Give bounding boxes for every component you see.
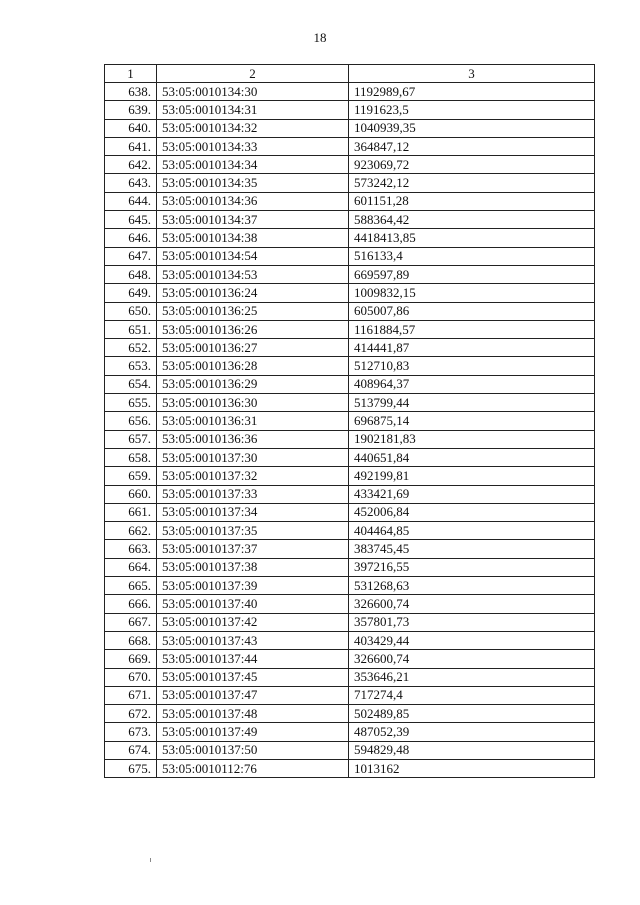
cadastral-number-cell: 53:05:0010136:36 xyxy=(157,430,349,448)
table-row xyxy=(105,119,595,137)
cadastral-number-cell: 53:05:0010136:27 xyxy=(157,339,349,357)
table-row xyxy=(105,540,595,558)
table-row xyxy=(105,394,595,412)
value-cell: 1191623,5 xyxy=(349,101,595,119)
row-index-cell: 649. xyxy=(105,284,157,302)
row-index-cell: 655. xyxy=(105,394,157,412)
row-index-cell: 666. xyxy=(105,595,157,613)
row-index-cell: 665. xyxy=(105,577,157,595)
table-row xyxy=(105,412,595,430)
row-index-cell: 653. xyxy=(105,357,157,375)
value-cell: 1161884,57 xyxy=(349,320,595,338)
table-row xyxy=(105,741,595,759)
row-index-cell: 662. xyxy=(105,522,157,540)
row-index-cell: 670. xyxy=(105,668,157,686)
cadastral-number-cell: 53:05:0010137:40 xyxy=(157,595,349,613)
row-index-cell: 638. xyxy=(105,83,157,101)
table-row xyxy=(105,686,595,704)
row-index-cell: 644. xyxy=(105,192,157,210)
cadastral-number-cell: 53:05:0010137:48 xyxy=(157,705,349,723)
value-cell: 414441,87 xyxy=(349,339,595,357)
row-index-cell: 660. xyxy=(105,485,157,503)
cadastral-number-cell: 53:05:0010112:76 xyxy=(157,759,349,777)
value-cell: 4418413,85 xyxy=(349,229,595,247)
column-header-value: 3 xyxy=(349,65,595,83)
cadastral-number-cell: 53:05:0010137:50 xyxy=(157,741,349,759)
value-cell: 433421,69 xyxy=(349,485,595,503)
cadastral-number-cell: 53:05:0010136:24 xyxy=(157,284,349,302)
value-cell: 923069,72 xyxy=(349,156,595,174)
cadastral-number-cell: 53:05:0010136:25 xyxy=(157,302,349,320)
cadastral-number-cell: 53:05:0010136:28 xyxy=(157,357,349,375)
value-cell: 404464,85 xyxy=(349,522,595,540)
row-index-cell: 640. xyxy=(105,119,157,137)
value-cell: 1902181,83 xyxy=(349,430,595,448)
table-row xyxy=(105,192,595,210)
value-cell: 364847,12 xyxy=(349,137,595,155)
row-index-cell: 663. xyxy=(105,540,157,558)
table-header-row xyxy=(105,65,595,83)
cadastral-number-cell: 53:05:0010137:32 xyxy=(157,467,349,485)
row-index-cell: 675. xyxy=(105,759,157,777)
table-row xyxy=(105,558,595,576)
table-row xyxy=(105,522,595,540)
cadastral-number-cell: 53:05:0010134:31 xyxy=(157,101,349,119)
table-row xyxy=(105,631,595,649)
cadastral-number-cell: 53:05:0010137:47 xyxy=(157,686,349,704)
table-row xyxy=(105,430,595,448)
value-cell: 440651,84 xyxy=(349,448,595,466)
cadastral-number-cell: 53:05:0010137:44 xyxy=(157,650,349,668)
table-row xyxy=(105,375,595,393)
value-cell: 326600,74 xyxy=(349,595,595,613)
cadastral-number-cell: 53:05:0010137:39 xyxy=(157,577,349,595)
table-row xyxy=(105,448,595,466)
cadastral-number-cell: 53:05:0010137:45 xyxy=(157,668,349,686)
cadastral-number-cell: 53:05:0010134:38 xyxy=(157,229,349,247)
value-cell: 531268,63 xyxy=(349,577,595,595)
table-row xyxy=(105,467,595,485)
value-cell: 492199,81 xyxy=(349,467,595,485)
value-cell: 487052,39 xyxy=(349,723,595,741)
table-row xyxy=(105,668,595,686)
value-cell: 408964,37 xyxy=(349,375,595,393)
cadastral-number-cell: 53:05:0010134:30 xyxy=(157,83,349,101)
value-cell: 696875,14 xyxy=(349,412,595,430)
cadastral-number-cell: 53:05:0010137:30 xyxy=(157,448,349,466)
value-cell: 403429,44 xyxy=(349,631,595,649)
value-cell: 512710,83 xyxy=(349,357,595,375)
row-index-cell: 650. xyxy=(105,302,157,320)
cadastral-number-cell: 53:05:0010137:33 xyxy=(157,485,349,503)
cadastral-number-cell: 53:05:0010137:49 xyxy=(157,723,349,741)
table-row xyxy=(105,705,595,723)
table-row xyxy=(105,265,595,283)
value-cell: 513799,44 xyxy=(349,394,595,412)
cadastral-value-table xyxy=(104,64,595,778)
table-row xyxy=(105,137,595,155)
table-body xyxy=(105,83,595,778)
table-row xyxy=(105,485,595,503)
row-index-cell: 673. xyxy=(105,723,157,741)
row-index-cell: 657. xyxy=(105,430,157,448)
value-cell: 573242,12 xyxy=(349,174,595,192)
row-index-cell: 652. xyxy=(105,339,157,357)
cadastral-number-cell: 53:05:0010134:54 xyxy=(157,247,349,265)
table-row xyxy=(105,229,595,247)
cadastral-number-cell: 53:05:0010137:38 xyxy=(157,558,349,576)
table-row xyxy=(105,284,595,302)
row-index-cell: 658. xyxy=(105,448,157,466)
row-index-cell: 651. xyxy=(105,320,157,338)
row-index-cell: 671. xyxy=(105,686,157,704)
row-index-cell: 659. xyxy=(105,467,157,485)
table-row xyxy=(105,339,595,357)
row-index-cell: 639. xyxy=(105,101,157,119)
value-cell: 1040939,35 xyxy=(349,119,595,137)
value-cell: 357801,73 xyxy=(349,613,595,631)
value-cell: 1192989,67 xyxy=(349,83,595,101)
value-cell: 516133,4 xyxy=(349,247,595,265)
row-index-cell: 669. xyxy=(105,650,157,668)
page-number: 18 xyxy=(313,30,327,45)
row-index-cell: 654. xyxy=(105,375,157,393)
row-index-cell: 646. xyxy=(105,229,157,247)
cadastral-number-cell: 53:05:0010136:31 xyxy=(157,412,349,430)
table-row xyxy=(105,320,595,338)
table-row xyxy=(105,595,595,613)
table-row xyxy=(105,357,595,375)
column-header-cadastral-number: 2 xyxy=(157,65,349,83)
cadastral-number-cell: 53:05:0010137:35 xyxy=(157,522,349,540)
table-row xyxy=(105,302,595,320)
cadastral-number-cell: 53:05:0010134:32 xyxy=(157,119,349,137)
cadastral-number-cell: 53:05:0010137:37 xyxy=(157,540,349,558)
value-cell: 588364,42 xyxy=(349,211,595,229)
table-row xyxy=(105,247,595,265)
value-cell: 605007,86 xyxy=(349,302,595,320)
value-cell: 601151,28 xyxy=(349,192,595,210)
table-row xyxy=(105,650,595,668)
row-index-cell: 641. xyxy=(105,137,157,155)
cadastral-number-cell: 53:05:0010137:42 xyxy=(157,613,349,631)
cadastral-number-cell: 53:05:0010136:29 xyxy=(157,375,349,393)
cadastral-number-cell: 53:05:0010134:36 xyxy=(157,192,349,210)
cadastral-number-cell: 53:05:0010137:34 xyxy=(157,503,349,521)
row-index-cell: 645. xyxy=(105,211,157,229)
scan-artifact xyxy=(150,858,151,862)
cadastral-number-cell: 53:05:0010134:53 xyxy=(157,265,349,283)
row-index-cell: 674. xyxy=(105,741,157,759)
table-row xyxy=(105,759,595,777)
row-index-cell: 647. xyxy=(105,247,157,265)
value-cell: 1013162 xyxy=(349,759,595,777)
table-row xyxy=(105,613,595,631)
cadastral-number-cell: 53:05:0010137:43 xyxy=(157,631,349,649)
value-cell: 326600,74 xyxy=(349,650,595,668)
row-index-cell: 672. xyxy=(105,705,157,723)
row-index-cell: 664. xyxy=(105,558,157,576)
row-index-cell: 667. xyxy=(105,613,157,631)
table-row xyxy=(105,723,595,741)
table-row xyxy=(105,503,595,521)
value-cell: 383745,45 xyxy=(349,540,595,558)
table-row xyxy=(105,83,595,101)
cadastral-number-cell: 53:05:0010134:34 xyxy=(157,156,349,174)
cadastral-number-cell: 53:05:0010136:26 xyxy=(157,320,349,338)
column-header-index: 1 xyxy=(105,65,157,83)
table-row xyxy=(105,174,595,192)
row-index-cell: 661. xyxy=(105,503,157,521)
row-index-cell: 642. xyxy=(105,156,157,174)
table-row xyxy=(105,211,595,229)
cadastral-number-cell: 53:05:0010136:30 xyxy=(157,394,349,412)
cadastral-number-cell: 53:05:0010134:33 xyxy=(157,137,349,155)
row-index-cell: 656. xyxy=(105,412,157,430)
table-row xyxy=(105,156,595,174)
value-cell: 502489,85 xyxy=(349,705,595,723)
table-row xyxy=(105,577,595,595)
value-cell: 353646,21 xyxy=(349,668,595,686)
value-cell: 1009832,15 xyxy=(349,284,595,302)
row-index-cell: 643. xyxy=(105,174,157,192)
row-index-cell: 668. xyxy=(105,631,157,649)
table-row xyxy=(105,101,595,119)
value-cell: 594829,48 xyxy=(349,741,595,759)
value-cell: 452006,84 xyxy=(349,503,595,521)
value-cell: 717274,4 xyxy=(349,686,595,704)
cadastral-number-cell: 53:05:0010134:37 xyxy=(157,211,349,229)
cadastral-number-cell: 53:05:0010134:35 xyxy=(157,174,349,192)
value-cell: 397216,55 xyxy=(349,558,595,576)
row-index-cell: 648. xyxy=(105,265,157,283)
value-cell: 669597,89 xyxy=(349,265,595,283)
